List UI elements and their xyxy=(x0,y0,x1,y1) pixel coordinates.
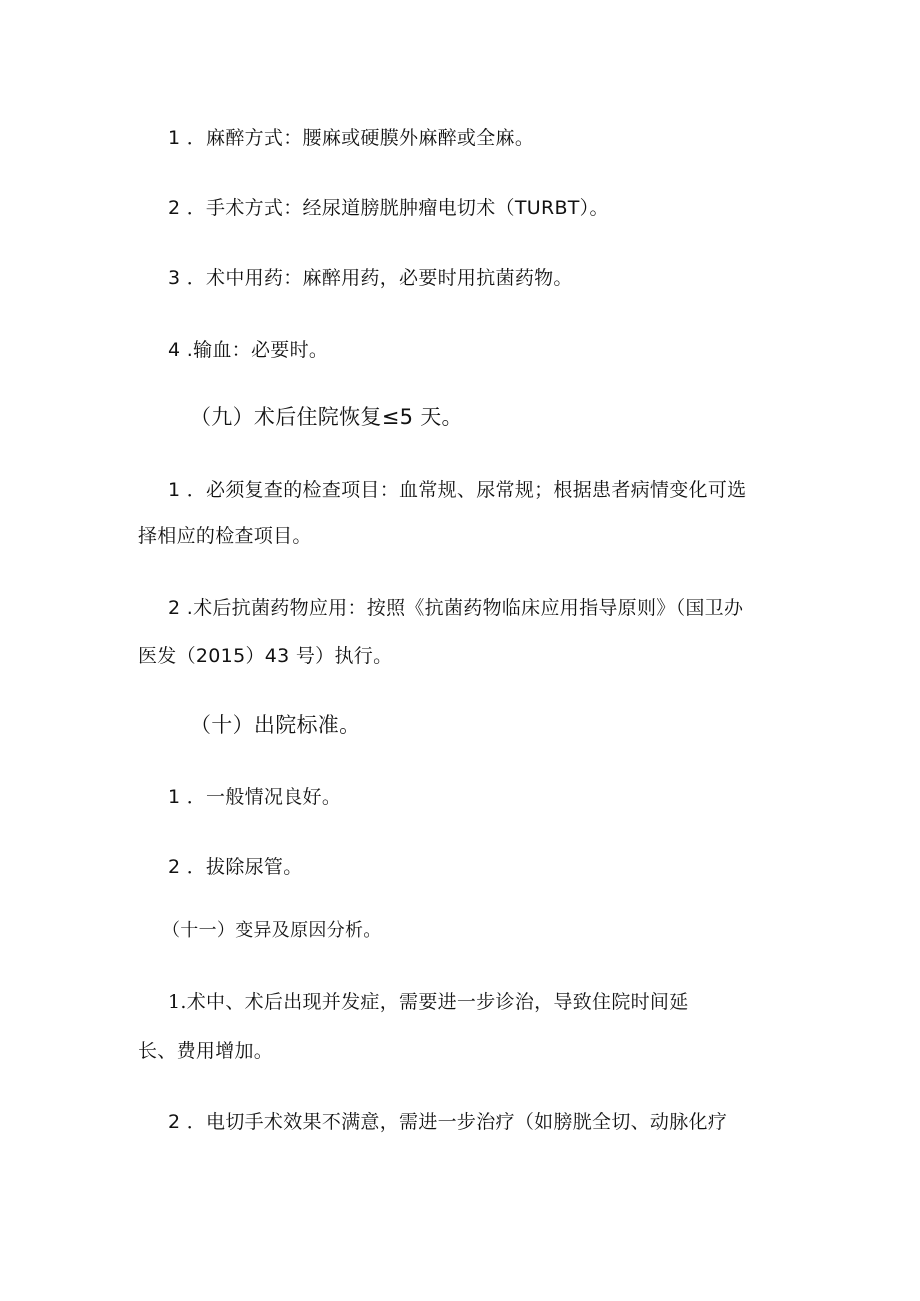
variation-complications-line: 1.术中、术后出现并发症，需要进一步诊治，导致住院时间延 xyxy=(168,991,689,1013)
section-heading-10: （十）出院标准。 xyxy=(190,713,361,737)
variation-complications-continuation: 长、费用增加。 xyxy=(138,1040,274,1062)
postoperative-antibiotics-continuation: 医发（2015）43 号）执行。 xyxy=(138,645,393,667)
resection-result-line: 2 ．电切手术效果不满意，需进一步治疗（如膀胱全切、动脉化疗 xyxy=(168,1111,728,1133)
postoperative-antibiotics-line: 2 .术后抗菌药物应用：按照《抗菌药物临床应用指导原则》（国卫办 xyxy=(168,597,744,619)
blood-transfusion-line: 4 .输血：必要时。 xyxy=(168,339,329,361)
section-heading-9: （九）术后住院恢复≤5 天。 xyxy=(190,405,463,429)
surgery-method-line: 2 ．手术方式：经尿道膀胱肿瘤电切术（TURBT）。 xyxy=(168,197,609,219)
required-tests-line: 1 ．必须复查的检查项目：血常规、尿常规；根据患者病情变化可选 xyxy=(168,479,747,501)
general-condition-line: 1 ．一般情况良好。 xyxy=(168,786,342,808)
intraoperative-medication-line: 3 ．术中用药：麻醉用药，必要时用抗菌药物。 xyxy=(168,267,573,289)
section-heading-11: （十一）变异及原因分析。 xyxy=(162,920,382,941)
required-tests-continuation: 择相应的检查项目。 xyxy=(138,525,312,547)
anesthesia-method-line: 1 ．麻醉方式：腰麻或硬膜外麻醉或全麻。 xyxy=(168,127,535,149)
catheter-removal-line: 2 ．拔除尿管。 xyxy=(168,856,303,878)
